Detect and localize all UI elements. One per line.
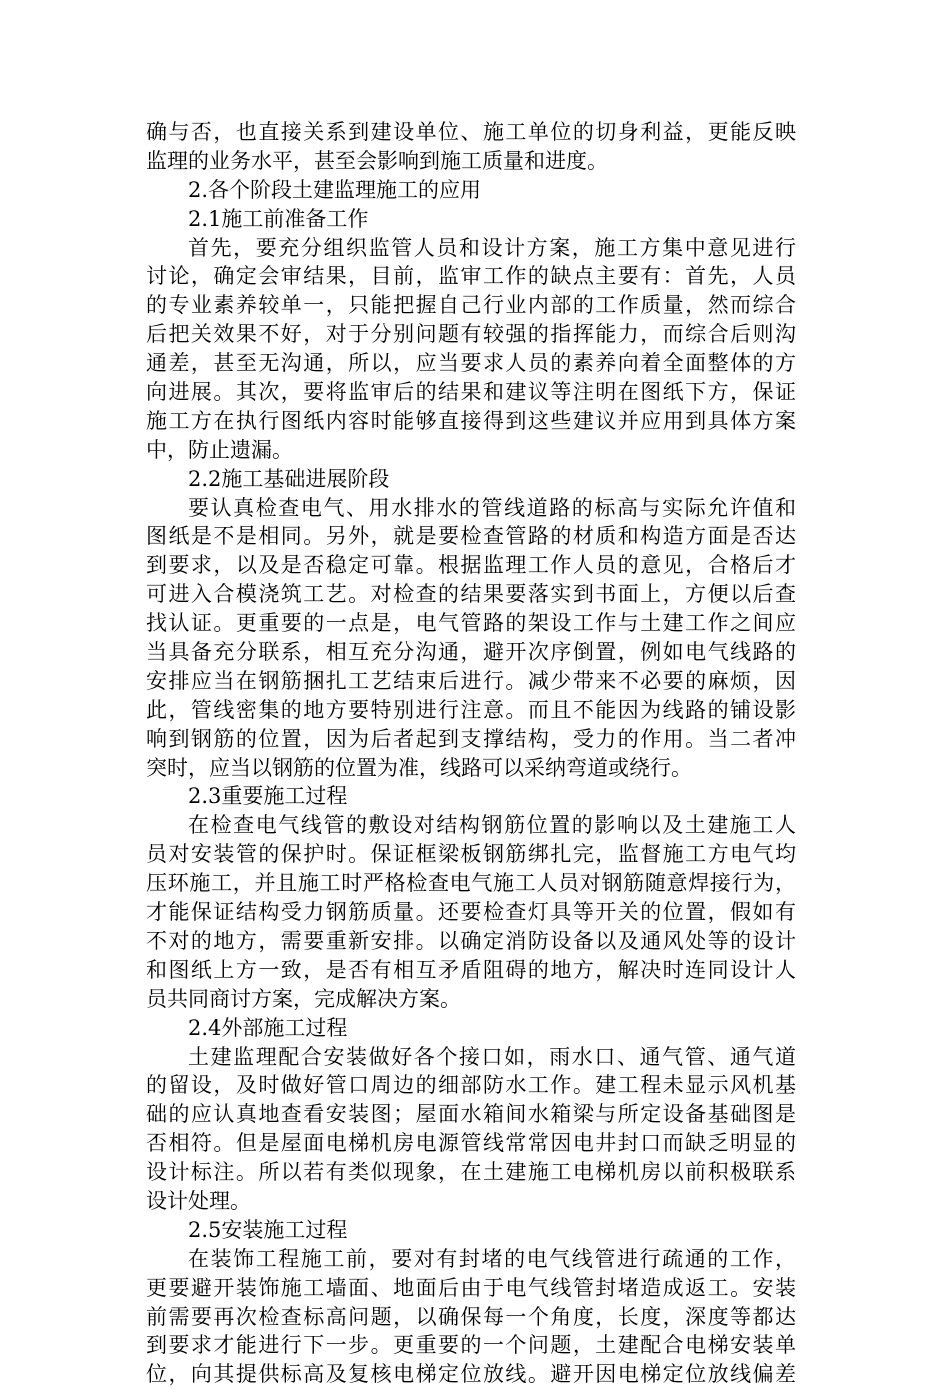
text-line: 中，防止遗漏。 [146,437,293,462]
text-line: 不对的地方，需要重新安排。以确定消防设备以及通风处等的设计 [146,928,796,953]
text-line: 设计处理。 [146,1188,251,1213]
text-line: 确与否，也直接关系到建设单位、施工单位的切身利益，更能反映 [146,120,796,144]
text-line: 才能保证结构受力钢筋质量。还要检查灯具等开关的位置，假如有 [146,900,796,925]
text-line: 更要避开装饰施工墙面、地面后由于电气线管封堵造成返工。安装 [146,1275,796,1300]
text-line: 到要求，以及是否稳定可靠。根据监理工作人员的意见，合格后才 [146,553,796,578]
text-line: 员共同商讨方案，完成解决方案。 [146,986,461,1011]
text-line: 员对安装管的保护时。保证框梁板钢筋绑扎完，监督施工方电气均 [146,842,796,867]
subsection-heading: 2.1施工前准备工作 [188,206,369,231]
text-line: 向进展。其次，要将监审后的结果和建议等注明在图纸下方，保证 [146,380,796,405]
text-line: 找认证。更重要的一点是，电气管路的架设工作与土建工作之间应 [146,611,796,636]
paragraph [146,1245,796,1389]
text-line: 础的应认真地查看安装图；屋面水箱间水箱梁与所定设备基础图是 [146,1102,796,1127]
subsection-heading: 2.4外部施工过程 [188,1015,348,1040]
text-line: 监理的业务水平，甚至会影响到施工质量和进度。 [146,148,608,173]
text-line: 突时，应当以钢筋的位置为准，线路可以采纳弯道或绕行。 [146,755,692,780]
paragraph [146,1043,796,1216]
text-line: 通差，甚至无沟通，所以，应当要求人员的素养向着全面整体的方 [146,351,796,376]
text-line: 可进入合模浇筑工艺。对检查的结果要落实到书面上，方便以后查 [146,582,796,607]
subsection-heading: 2.3重要施工过程 [188,784,348,809]
document-page [146,118,796,1389]
paragraph [146,234,796,465]
text-line: 当具备充分联系，相互充分沟通，避开次序倒置，例如电气线路的 [146,640,796,665]
text-line: 施工方在执行图纸内容时能够直接得到这些建议并应用到具体方案 [146,408,796,433]
text-line: 前需要再次检查标高问题，以确保每一个角度，长度，深度等都达 [146,1304,796,1329]
text-line: 压环施工，并且施工时严格检查电气施工人员对钢筋随意焊接行为， [146,871,796,896]
section-heading: 2.各个阶段土建监理施工的应用 [188,177,482,202]
text-line: 图纸是不是相同。另外，就是要检查管路的材质和构造方面是否达 [146,524,796,549]
text-line: 的专业素养较单一，只能把握自己行业内部的工作质量，然而综合 [146,293,796,318]
subsection-heading: 2.2施工基础进展阶段 [188,466,390,491]
text-line: 在装饰工程施工前，要对有封堵的电气线管进行疏通的工作， [188,1246,796,1271]
text-line: 位，向其提供标高及复核电梯定位放线。避开因电梯定位放线偏差 [146,1362,796,1387]
text-line: 首先，要充分组织监管人员和设计方案，施工方集中意见进行 [188,235,796,260]
text-line: 到要求才能进行下一步。更重要的一个问题，土建配合电梯安装单 [146,1333,796,1358]
text-line: 要认真检查电气、用水排水的管线道路的标高与实际允许值和 [188,495,796,520]
text-line: 土建监理配合安装做好各个接口如，雨水口、通气管、通气道 [188,1044,796,1069]
subsection-heading: 2.5安装施工过程 [188,1217,348,1242]
text-line: 否相符。但是屋面电梯机房电源管线常常因电井封口而缺乏明显的 [146,1131,796,1156]
text-line: 后把关效果不好，对于分别问题有较强的指挥能力，而综合后则沟 [146,322,796,347]
text-line: 设计标注。所以若有类似现象，在土建施工电梯机房以前积极联系 [146,1160,796,1185]
text-line: 讨论，确定会审结果，目前，监审工作的缺点主要有：首先，人员 [146,264,796,289]
text-line: 在检查电气线管的敷设对结构钢筋位置的影响以及土建施工人 [188,813,796,838]
paragraph-intro [146,118,796,176]
text-line: 响到钢筋的位置，因为后者起到支撑结构，受力的作用。当二者冲 [146,726,796,751]
text-line: 的留设，及时做好管口周边的细部防水工作。建工程未显示风机基 [146,1073,796,1098]
text-line: 和图纸上方一致，是否有相互矛盾阻碍的地方，解决时连同设计人 [146,957,796,982]
text-line: 安排应当在钢筋捆扎工艺结束后进行。减少带来不必要的麻烦，因 [146,668,796,693]
paragraph [146,811,796,1013]
paragraph [146,494,796,783]
text-line: 此，管线密集的地方要特别进行注意。而且不能因为线路的铺设影 [146,697,796,722]
